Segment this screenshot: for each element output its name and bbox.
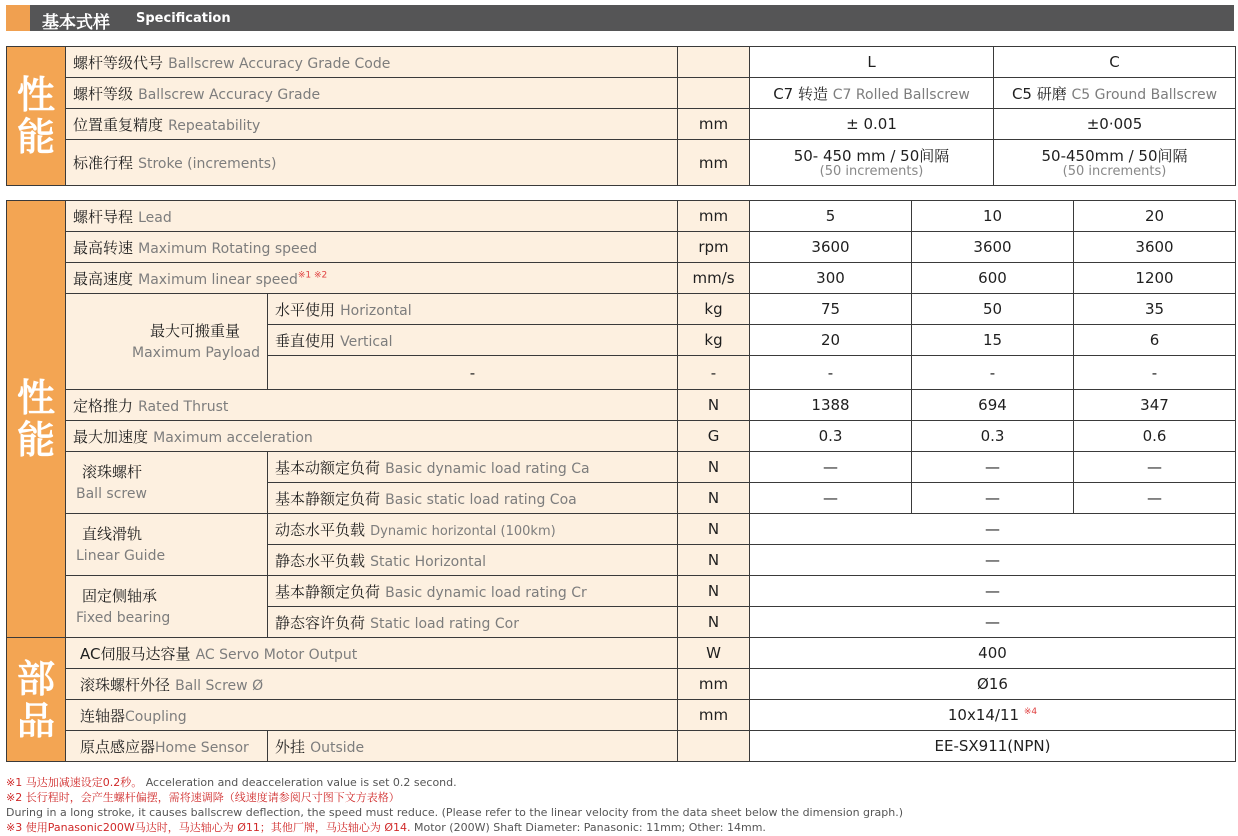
repeatability-c: ±0·005	[994, 109, 1236, 140]
row-repeatability-label: 位置重复精度 Repeatability	[66, 109, 678, 140]
row-bsdia-unit: mm	[678, 669, 750, 700]
ballscrew-ca-2: —	[912, 452, 1074, 483]
row-coupling-label: 连轴器Coupling	[66, 700, 678, 731]
ballscrew-static-unit: N	[678, 483, 750, 514]
ballscrew-dynamic-unit: N	[678, 452, 750, 483]
row-stroke-unit: mm	[678, 140, 750, 186]
bearing-label: 固定侧轴承 Fixed bearing	[66, 576, 268, 638]
stroke-c: 50-450mm / 50间隔 (50 increments)	[994, 140, 1236, 186]
lead-val-1: 5	[750, 201, 912, 232]
row-grade-code-unit	[678, 47, 750, 78]
guide-dynamic-label: 动态水平负载 Dynamic horizontal (100km)	[268, 514, 678, 545]
payload-x-2: -	[912, 356, 1074, 390]
guide-static-label: 静态水平负载 Static Horizontal	[268, 545, 678, 576]
payload-vertical-label: 垂直使用 Vertical	[268, 325, 678, 356]
ballscrew-label: 滚珠螺杆 Ball screw	[66, 452, 268, 514]
footnote-2-zh: ※2 长行程时，会产生螺杆偏摆，需将速调降（线速度请参阅尺寸图下文方表格）	[6, 791, 400, 804]
coupling-note-mark: ※4	[1023, 707, 1038, 717]
bearing-dynamic-value: —	[750, 576, 1236, 607]
ballscrew-static-label: 基本静额定负荷 Basic static load rating Coa	[268, 483, 678, 514]
row-home-unit	[678, 731, 750, 762]
row-home-sub-label: 外挂 Outside	[268, 731, 678, 762]
guide-static-value: —	[750, 545, 1236, 576]
ballscrew-dynamic-label: 基本动额定负荷 Basic dynamic load rating Ca	[268, 452, 678, 483]
row-repeatability-unit: mm	[678, 109, 750, 140]
ballscrew-coa-1: —	[750, 483, 912, 514]
repeatability-l: ± 0.01	[750, 109, 994, 140]
row-rot-unit: rpm	[678, 232, 750, 263]
ballscrew-ca-3: —	[1074, 452, 1236, 483]
motor-value: 400	[750, 638, 1236, 669]
row-lead-label: 螺杆导程 Lead	[66, 201, 678, 232]
speed-val-1: 300	[750, 263, 912, 294]
grade-c5: C5 研磨 C5 Ground Ballscrew	[994, 78, 1236, 109]
payload-horizontal-unit: kg	[678, 294, 750, 325]
payload-vertical-unit: kg	[678, 325, 750, 356]
row-motor-unit: W	[678, 638, 750, 669]
row-lead-unit: mm	[678, 201, 750, 232]
grade-c7: C7 转造 C7 Rolled Ballscrew	[750, 78, 994, 109]
lead-val-2: 10	[912, 201, 1074, 232]
payload-x-3: -	[1074, 356, 1236, 390]
guide-label: 直线滑轨 Linear Guide	[66, 514, 268, 576]
stroke-l: 50- 450 mm / 50间隔 (50 increments)	[750, 140, 994, 186]
bearing-static-value: —	[750, 607, 1236, 638]
acc-val-2: 0.3	[912, 421, 1074, 452]
row-stroke-label: 标准行程 Stroke (increments)	[66, 140, 678, 186]
row-motor-label: AC伺服马达容量 AC Servo Motor Output	[66, 638, 678, 669]
payload-h-2: 50	[912, 294, 1074, 325]
side-label-performance-2: 性能	[7, 201, 66, 638]
payload-h-3: 35	[1074, 294, 1236, 325]
payload-extra-label: -	[268, 356, 678, 390]
row-grade-label: 螺杆等级 Ballscrew Accuracy Grade	[66, 78, 678, 109]
speed-val-3: 1200	[1074, 263, 1236, 294]
speed-note-mark: ※1 ※2	[297, 270, 328, 281]
ballscrew-coa-2: —	[912, 483, 1074, 514]
bearing-static-unit: N	[678, 607, 750, 638]
spec-table-grade	[6, 46, 1236, 186]
payload-extra-unit: -	[678, 356, 750, 390]
guide-static-unit: N	[678, 545, 750, 576]
row-speed-label: 最高速度 Maximum linear speed$^{※1 ※2}$	[66, 263, 678, 294]
rot-val-3: 3600	[1074, 232, 1236, 263]
row-home-label: 原点感应器Home Sensor	[66, 731, 268, 762]
grade-code-c: C	[994, 47, 1236, 78]
ballscrew-ca-1: —	[750, 452, 912, 483]
bsdia-value: Ø16	[750, 669, 1236, 700]
footnote-1: ※1 马达加减速设定0.2秒。 Acceleration and deacceleration value is set 0.2 second.	[6, 776, 457, 789]
guide-dynamic-unit: N	[678, 514, 750, 545]
row-speed-unit: mm/s	[678, 263, 750, 294]
home-value: EE-SX911(NPN)	[750, 731, 1236, 762]
rot-val-2: 3600	[912, 232, 1074, 263]
spec-table-performance	[6, 200, 1236, 762]
header-title-en: Specification	[136, 11, 231, 26]
footnote-3: ※3 使用Panasonic200W马达时，马达轴心为 Ø11；其他厂牌，马达轴心为 Ø14. Motor (200W) Shaft Diameter: Panasonic: 11mm; Other: 14mm.	[6, 821, 766, 834]
speed-val-2: 600	[912, 263, 1074, 294]
acc-val-1: 0.3	[750, 421, 912, 452]
section-header	[6, 5, 1234, 31]
bearing-static-label: 静态容许负荷 Static load rating Cor	[268, 607, 678, 638]
thrust-val-2: 694	[912, 390, 1074, 421]
row-thrust-unit: N	[678, 390, 750, 421]
guide-dynamic-value: —	[750, 514, 1236, 545]
lead-val-3: 20	[1074, 201, 1236, 232]
row-bsdia-label: 滚珠螺杆外径 Ball Screw Ø	[66, 669, 678, 700]
bearing-dynamic-unit: N	[678, 576, 750, 607]
payload-label: 最大可搬重量 Maximum Payload	[66, 294, 268, 390]
side-label-parts: 部品	[7, 638, 66, 762]
header-accent-bar	[6, 5, 30, 31]
payload-v-1: 20	[750, 325, 912, 356]
coupling-value: 10x14/11 $^{※4}$	[750, 700, 1236, 731]
thrust-val-3: 347	[1074, 390, 1236, 421]
row-grade-unit	[678, 78, 750, 109]
row-acc-label: 最大加速度 Maximum acceleration	[66, 421, 678, 452]
side-label-performance: 性能	[7, 47, 66, 186]
ballscrew-coa-3: —	[1074, 483, 1236, 514]
payload-x-1: -	[750, 356, 912, 390]
row-coupling-unit: mm	[678, 700, 750, 731]
payload-horizontal-label: 水平使用 Horizontal	[268, 294, 678, 325]
bearing-dynamic-label: 基本静额定负荷 Basic dynamic load rating Cr	[268, 576, 678, 607]
footnotes	[6, 775, 1234, 835]
payload-h-1: 75	[750, 294, 912, 325]
row-rot-label: 最高转速 Maximum Rotating speed	[66, 232, 678, 263]
row-acc-unit: G	[678, 421, 750, 452]
payload-v-2: 15	[912, 325, 1074, 356]
row-thrust-label: 定格推力 Rated Thrust	[66, 390, 678, 421]
acc-val-3: 0.6	[1074, 421, 1236, 452]
grade-code-l: L	[750, 47, 994, 78]
rot-val-1: 3600	[750, 232, 912, 263]
row-grade-code-label: 螺杆等级代号 Ballscrew Accuracy Grade Code	[66, 47, 678, 78]
footnote-2-en: During in a long stroke, it causes ballscrew deflection, the speed must reduce. (Please refer to the linear velocity from the data sheet below the dimension graph.)	[6, 806, 904, 819]
payload-v-3: 6	[1074, 325, 1236, 356]
header-title-zh: 基本式样	[42, 13, 110, 33]
thrust-val-1: 1388	[750, 390, 912, 421]
